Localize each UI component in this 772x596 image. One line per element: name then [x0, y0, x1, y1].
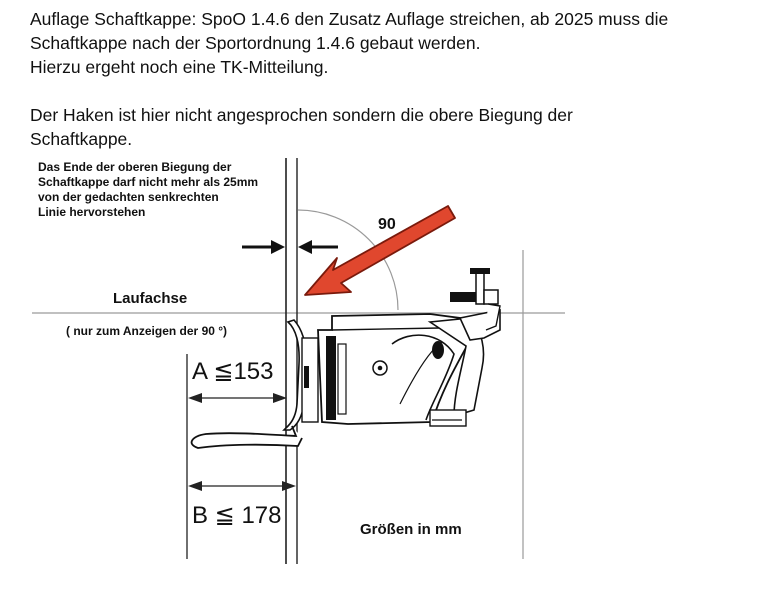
stock-end-block — [326, 336, 336, 420]
note-line-1: Das Ende der oberen Biegung der — [38, 160, 232, 174]
text-content — [30, 7, 765, 151]
arrow-right-head — [271, 240, 285, 254]
dimension-a-left-head — [188, 393, 202, 403]
holder-slot — [304, 366, 309, 388]
stock-butt-plate-diagram — [30, 154, 570, 574]
dimension-a-right-head — [273, 393, 287, 403]
barrel-axis-sublabel: ( nur zum Anzeigen der 90 °) — [66, 324, 228, 338]
dimension-b-label: B ≦ 178 — [192, 502, 282, 529]
barrel-axis-label: Laufachse — [113, 290, 188, 307]
adjustment-knob-top — [470, 268, 490, 274]
adjustment-post — [476, 272, 484, 304]
paragraph-1-line-3: Hierzu ergeht noch eine TK-Mitteilung. — [30, 57, 329, 77]
note-line-2: Schaftkappe darf nicht mehr als 25mm — [38, 175, 259, 189]
grip-dark-mark — [432, 341, 444, 359]
grip-base — [430, 410, 466, 426]
paragraph-gap — [30, 79, 765, 103]
dimension-b-right-head — [282, 481, 296, 491]
paragraph-2 — [30, 103, 765, 151]
receiver-top-bar — [450, 292, 476, 302]
adjustment-clamp — [484, 290, 498, 304]
dimension-a-label: A ≦153 — [192, 358, 274, 385]
dimension-b-left-head — [188, 481, 202, 491]
paragraph-1-line-1: Auflage Schaftkappe: SpoO 1.4.6 den Zusatz Auflage streichen, ab 2025 muss die — [30, 9, 669, 29]
paragraph-1-line-2: Schaftkappe nach der Sportordnung 1.4.6 gebaut werden. — [30, 33, 481, 53]
note-line-3: von der gedachten senkrechten — [38, 190, 219, 204]
arrow-left-head — [298, 240, 312, 254]
angle-label: 90 — [378, 216, 396, 233]
regulation-note — [38, 160, 288, 220]
paragraph-2-line-1: Der Haken ist hier nicht angesprochen sondern die obere Biegung der — [30, 105, 573, 125]
note-line-4: Linie hervorstehen — [38, 205, 146, 219]
screw-center — [378, 366, 383, 371]
paragraph-1 — [30, 7, 765, 79]
paragraph-2-line-2: Schaftkappe. — [30, 129, 133, 149]
units-label: Größen in mm — [360, 521, 462, 538]
